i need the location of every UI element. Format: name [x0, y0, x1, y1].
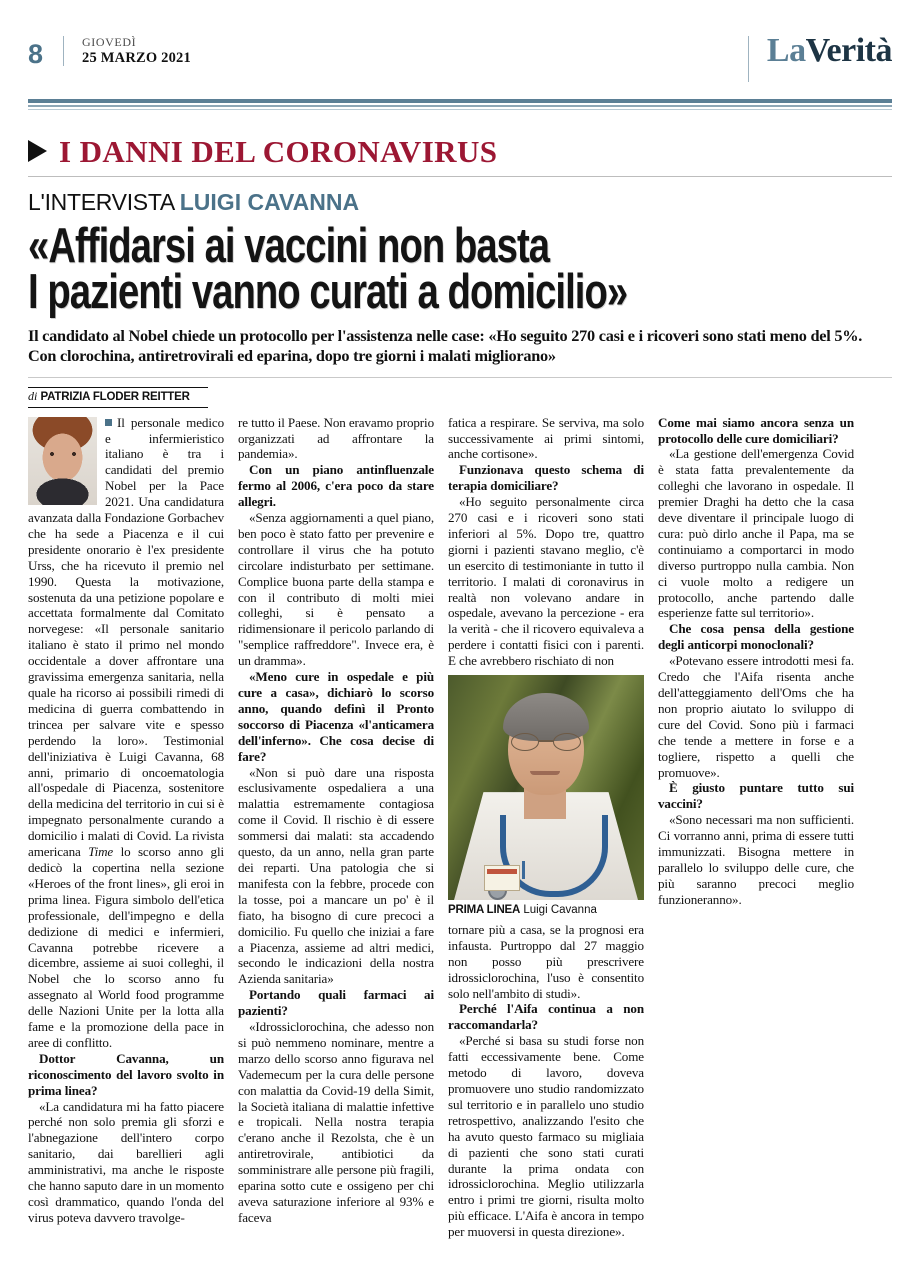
answer-paragraph: «La gestione dell'emergenza Covid è stata fatta prevalentemente da colleghi che lavorano in ospedale. Il premier Draghi ha detto che la casa deve diventare il principale luogo di cura: può dirlo anche il Papa, ma se continuiamo a comportarci in modo diverso purtroppo nulla cambia. Non ci vuole molto a redigere un protocollo, anche partendo dalle esperienze fatte sul territorio».: [658, 446, 854, 621]
interview-label-lead: L'INTERVISTA: [28, 188, 174, 215]
masthead-right: [748, 34, 892, 82]
pen-icon: [522, 861, 525, 879]
column-2: [238, 415, 434, 1240]
date-block: [64, 34, 191, 68]
question-paragraph: Dottor Cavanna, un riconoscimento del lavoro svolto in prima linea?: [28, 1050, 224, 1098]
deck-rule: [28, 377, 892, 378]
question-paragraph: Funzionava questo schema di terapia domiciliare?: [448, 462, 644, 494]
masthead: [28, 0, 892, 90]
weekday-label: GIOVEDÌ: [82, 35, 137, 49]
mouth: [530, 771, 560, 775]
logo-part-la: La: [766, 32, 806, 69]
photo-caption: [448, 904, 644, 918]
answer-continuation: re tutto il Paese. Non eravamo proprio organizzati ad affrontare la pandemia».: [238, 414, 434, 462]
answer-continuation: fatica a respirare. Se serviva, ma solo successivamente ai primi sintomi, anche cortisone».: [448, 414, 644, 462]
id-badge: [484, 865, 520, 891]
answer-paragraph: «Perché si basa su studi forse non fatti eccessivamente bene. Come metodo di lavoro, doveva promuovere uno studio randomizzato sul territorio e in parallelo uno studio retrospettivo, analizzando l'esito che ha avuto questo farmaco su migliaia di pazienti che sono stati curati durante la prima ondata con idrossiclorochina. Meglio utilizzarla entro i primi tre giorni, risulta molto più efficace. L'Aifa è ancora in tempo per muoversi in questa direzione».: [448, 1033, 644, 1240]
glasses-icon: [510, 733, 582, 749]
doctor-portrait-photo: [448, 675, 644, 900]
paragraph-lead: [28, 415, 224, 1051]
logo-part-verita: Verità: [805, 32, 892, 69]
answer-paragraph: «Sono necessari ma non sufficienti. Ci vorranno anni, prima di essere tutti immunizzati. Bisogna mettere in parallelo lo sviluppo delle cure, che più saranno precoci meglio funzioneranno».: [658, 812, 854, 907]
column-4: [658, 415, 854, 1240]
photo-caption-label: PRIMA LINEA: [448, 904, 521, 917]
headline-line-2: I pazienti vanno curati a domicilio»: [28, 265, 628, 320]
section-title: I DANNI DEL CORONAVIRUS: [59, 133, 498, 169]
answer-paragraph: «Potevano essere introdotti mesi fa. Credo che l'Aifa risenta anche dell'atteggiamento dell'Oms che ha non proprio aiutato lo sviluppo di cure del Covid. Sono più i farmaci che tende a mettere in forse e a togliere, rispetto a quelli che promuove».: [658, 653, 854, 780]
article-deck: Il candidato al Nobel chiede un protocollo per l'assistenza nelle case: «Ho seguito 270 casi e i ricoveri sono stati meno del 5%. Con clorochina, antiretrovirali ed eparina, dopo tre giorni i malati migliorano»: [28, 325, 863, 366]
section-kicker: [28, 133, 892, 169]
question-paragraph: Con un piano antinfluenzale fermo al 2006, c'era poco da stare allegri.: [238, 462, 434, 510]
question-paragraph: Perché l'Aifa continua a non raccomandarla?: [448, 1001, 644, 1033]
newspaper-logo: [767, 34, 892, 68]
paragraph-text-cont: lo scorso anno gli dedicò la copertina nella sezione «Heroes of the front lines», gli eroi in prima linea. Figura simbolo dell'etica professionale, dell'impegno e della dedizione di medici e infermieri, Cavanna potrebbe ricevere a dicembre, assieme ai suoi colleghi, il Nobel che lo scorso anno fu assegnato al World food programme delle Nazioni Unite per la lotta alla fame e la promozione della pace in aree di conflitto.: [28, 844, 224, 1050]
photo-caption-text: Luigi Cavanna: [523, 904, 597, 917]
date-label: 25 MARZO 2021: [82, 49, 191, 66]
answer-continuation: tornare più a casa, se la prognosi era infausta. Purtroppo dal 27 maggio non posso più prescrivere idrossiclorochina, l'uso è consentito solo nell'ambito di studi».: [448, 921, 644, 1001]
article-photo-block: [448, 675, 644, 918]
column-3: [448, 415, 644, 1240]
article-columns: [28, 415, 892, 1240]
answer-paragraph: «Ho seguito personalmente circa 270 casi e i ricoveri sono stati inferiori al 5%. Dopo tre, quattro giorni i pazienti stavano meglio, c'è un esercito di testimoniante in tutto il territorio. I malati di coronavirus in realtà non volevano andare in ospedale, avevano la percezione - era la verità - che il ricovero equivaleva a perdere i contatti fisici con i parenti. E che avrebbero rischiato di non: [448, 494, 644, 669]
question-paragraph: Come mai siamo ancora senza un protocollo delle cure domiciliari?: [658, 414, 854, 446]
answer-paragraph: «Non si può dare una risposta esclusivamente ospedaliera a una malattia estremamente contagiosa come il Covid. Il rischio è di essere sommersi dai malati: sta accadendo questo, da un anno, nella gran parte dei reparti. Una patologia che si manifesta con la febbre, procede con la tosse, poi a mancare un po' è il fiato, ha bisogno di cure precoci a domicilio. Fu quello che iniziai a fare a Piacenza, assieme ad altri medici, secondo le indicazioni della nostra Azienda sanitaria»: [238, 764, 434, 987]
byline: [28, 387, 208, 408]
answer-paragraph: «Senza aggiornamenti a quel piano, ben poco è stato fatto per prevenire e controllare il virus che ha potuto circolare indisturbato per settimane. Complice buona parte della stampa e con il contributo di molti miei colleghi, si è pensato a ridimensionare il pericolo parlando di "semplice raffreddore". Invece era, è un dramma».: [238, 510, 434, 669]
byline-author: PATRIZIA FLODER REITTER: [40, 390, 190, 403]
triangle-bullet-icon: [28, 140, 47, 162]
column-1: [28, 415, 224, 1240]
paragraph-text: Il personale medico e infermieristico italiano è tra i candidati del premio Nobel per la Pace 2021. Una candidatura avanzata dalla Fondazione Gorbachev che ha sede a Piacenza e il cui presidente onorario è l'ex presidente Urss, che ha ricevuto il premio nel 1990. Questa la motivazione, sostenuta da una petizione popolare e accettata formalmente dal Comitato norvegese: «Il personale sanitario italiano è stato il primo nel mondo occidentale a dover affrontare una gravissima emergenza sanitaria, nella quale ha ricorso ai possibili rimedi di medicina di guerra combattendo in trincea per salvare vite e spesso perdendo la loro». Testimonial dell'iniziativa è Luigi Cavanna, 68 anni, primario di oncoematologia all'ospedale di Piacenza, sostenitore della medicina del territorio in cui si è impegnato personalmente curando a domicilio i malati di Covid. La rivista americana: [28, 414, 224, 860]
question-paragraph: «Meno cure in ospedale e più cure a casa», dichiarò lo scorso anno, quando definì il Pronto soccorso di Piacenza «l'anticamera dell'inferno». Che cosa decise di fare?: [238, 669, 434, 764]
question-paragraph: È giusto puntare tutto sui vaccini?: [658, 780, 854, 812]
masthead-divider: [748, 36, 749, 82]
headline-line-1: «Affidarsi ai vaccini non basta: [28, 218, 550, 273]
magazine-name-italic: Time: [88, 844, 114, 860]
masthead-rules: [28, 99, 892, 110]
interview-subject-name: LUIGI CAVANNA: [179, 188, 360, 215]
byline-prefix: di: [28, 388, 38, 403]
headline: [28, 218, 891, 320]
section-rule: [28, 176, 892, 177]
answer-paragraph: «Idrossiclorochina, che adesso non si può nemmeno nominare, mentre a marzo dello scorso anno figurava nel Vademecum per la cura delle persone con malattia da Covid-19 della Simit, la Società italiana di malattie infettive e tropicali. Nella nostra terapia c'erano anche il Rezolsta, che è un antiretrovirale, antibiotici da somministrare alle persone più fragili, eparina sotto cute e ossigeno per chi aveva saturazione inferiore al 93% e faceva: [238, 1019, 434, 1225]
square-bullet-icon: [105, 419, 112, 426]
page-number: 8: [28, 39, 44, 69]
question-paragraph: Portando quali farmaci ai pazienti?: [238, 987, 434, 1019]
rule-hairline: [28, 109, 892, 110]
author-photo: [28, 417, 97, 505]
masthead-left: [28, 34, 191, 68]
question-paragraph: Che cosa pensa della gestione degli anticorpi monoclonali?: [658, 621, 854, 653]
answer-paragraph: «La candidatura mi ha fatto piacere perché non solo premia gli sforzi e l'abnegazione dell'intero corpo sanitario, dai barellieri agli amministrativi, ma anche le risposte che hanno saputo dare in un momento così drammatico, quando l'onda del virus poteva davvero travolge-: [28, 1098, 224, 1225]
interview-label: [28, 188, 892, 215]
